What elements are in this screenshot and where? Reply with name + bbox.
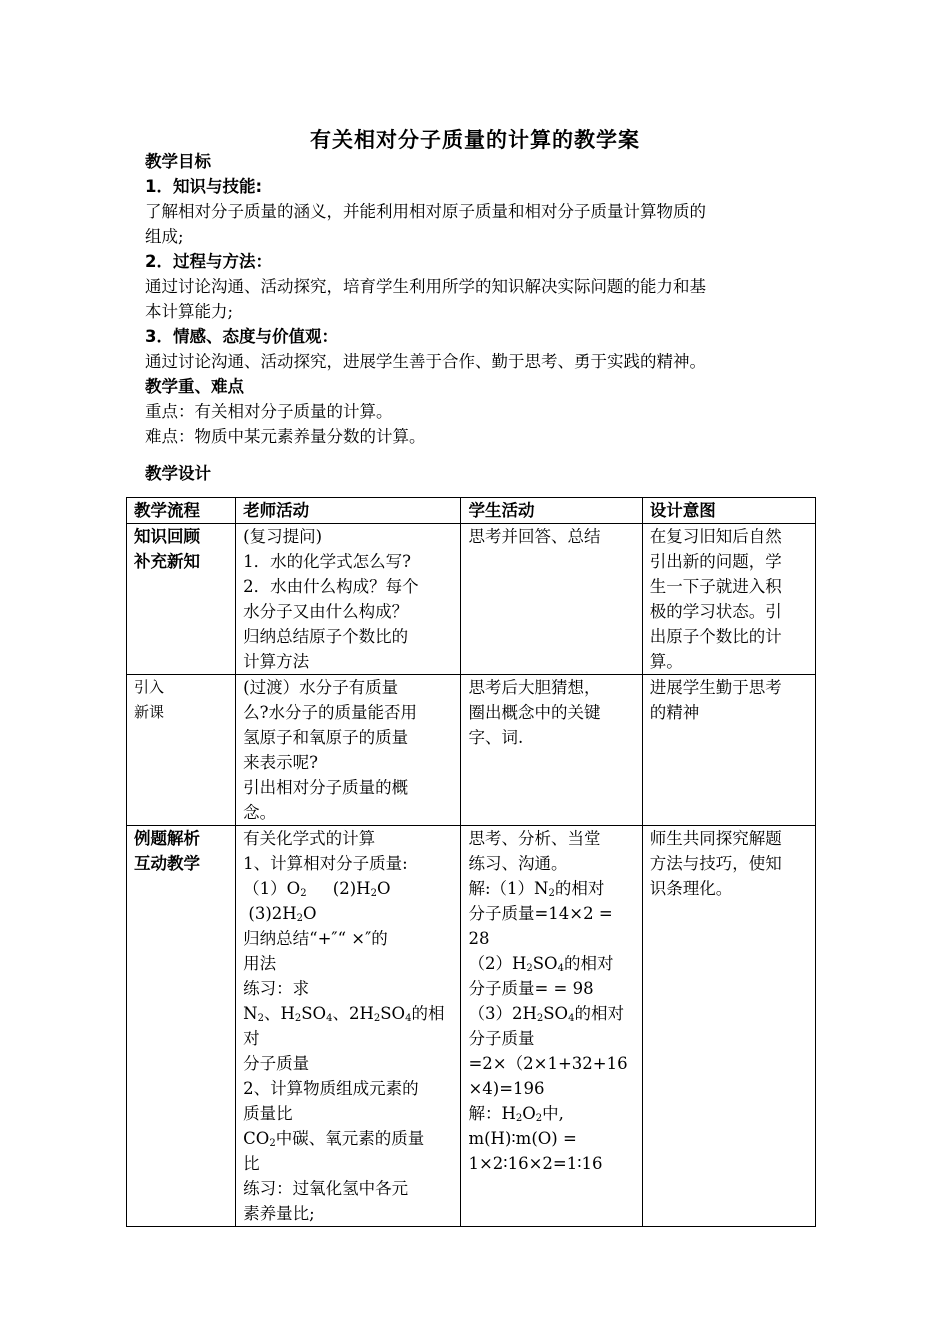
formula-text: SO	[532, 954, 558, 973]
objective-1-text-cont: 组成;	[145, 227, 184, 246]
row1-teacher-line: 归纳总结原子个数比的	[243, 627, 409, 646]
row1-intent-line: 引出新的问题，学	[649, 552, 782, 571]
row1-intent-line: 算。	[649, 652, 683, 671]
formula-text: 解：H	[468, 1104, 516, 1123]
row3-student-formula-line	[468, 876, 634, 901]
formula-text: O	[522, 1104, 536, 1123]
row1-intent-line: 生一下子就进入积	[649, 577, 782, 596]
row3-flow-line: 互动教学	[134, 854, 200, 873]
table-row	[127, 524, 816, 675]
formula-text: （1）O	[243, 879, 301, 898]
key-point: 重点：有关相对分子质量的计算。	[145, 402, 393, 421]
row3-student-formula-line	[468, 1001, 634, 1026]
formula-text: SO	[380, 1004, 406, 1023]
objective-3-heading: 3．情感、态度与价值观：	[145, 327, 338, 346]
row3-teacher-line: 比	[243, 1154, 260, 1173]
row3-teacher-formula-line	[243, 901, 453, 926]
row2-flow-line: 新课	[134, 703, 165, 721]
row3-teacher-line: 练习：求	[243, 979, 310, 998]
row2-teacher-line: 氢原子和氧原子的质量	[243, 728, 409, 747]
row3-student-line: ×4)=196	[468, 1079, 545, 1098]
row1-flow-cell	[127, 524, 236, 675]
formula-subscript: 4	[557, 963, 564, 974]
formula-text: 解:（1）N	[468, 879, 549, 898]
row2-flow-cell	[127, 675, 236, 826]
formula-subscript: 2	[536, 1013, 544, 1024]
row1-flow-line: 补充新知	[134, 552, 200, 571]
row1-teacher-line: 水分子又由什么构成？	[243, 602, 409, 621]
row3-teacher-formula-line	[243, 1126, 453, 1151]
row1-teacher-line: (复习提问)	[243, 527, 323, 546]
row3-flow-cell	[127, 826, 236, 1227]
formula-text: N	[243, 1004, 258, 1023]
row3-student-line: 练习、沟通。	[468, 854, 568, 873]
table-row	[127, 826, 816, 1227]
row2-intent-line: 进展学生勤于思考	[649, 678, 782, 697]
teaching-design-table	[126, 497, 816, 1227]
objective-2-text-cont: 本计算能力;	[145, 302, 234, 321]
formula-subscript: 2	[296, 913, 304, 924]
formula-subscript: 2	[269, 1138, 276, 1149]
row3-teacher-line: 2、计算物质组成元素的	[243, 1079, 419, 1098]
formula-text: 、2H	[332, 1004, 374, 1023]
row1-student-cell	[461, 524, 642, 675]
formula-subscript: 2	[526, 963, 533, 974]
row3-intent-cell	[642, 826, 815, 1227]
formula-text: 的相对	[574, 1004, 624, 1023]
table-header-row	[127, 498, 816, 524]
row3-teacher-formula-line	[243, 876, 453, 901]
row1-intent-line: 出原子个数比的计	[649, 627, 782, 646]
row3-teacher-line: 有关化学式的计算	[243, 829, 376, 848]
formula-text: SO	[543, 1004, 569, 1023]
row2-teacher-cell	[236, 675, 461, 826]
row3-student-line: 1×2∶16×2=1∶16	[468, 1154, 603, 1173]
row2-intent-cell	[642, 675, 815, 826]
header-student: 学生活动	[461, 498, 642, 524]
header-teacher: 老师活动	[236, 498, 461, 524]
row2-teacher-line: 么?水分子的质量能否用	[243, 703, 418, 722]
formula-text: SO	[301, 1004, 327, 1023]
formula-text: 中,	[542, 1104, 564, 1123]
objective-2-text: 通过讨论沟通、活动探究，培育学生利用所学的知识解决实际问题的能力和基	[145, 277, 706, 296]
row3-student-line: m(H)∶m(O) =	[468, 1129, 577, 1148]
formula-text: （3）2H	[468, 1004, 537, 1023]
row2-teacher-line: (过渡）水分子有质量	[243, 678, 399, 697]
formula-text: 、H	[263, 1004, 295, 1023]
row3-intent-line: 方法与技巧，使知	[649, 854, 782, 873]
row1-teacher-line: 1．水的化学式怎么写?	[243, 552, 412, 571]
formula-text: CO	[243, 1129, 270, 1148]
row2-intent-line: 的精神	[649, 703, 700, 722]
row1-teacher-line: 计算方法	[243, 652, 310, 671]
formula-subscript: 2	[535, 1113, 543, 1124]
row2-student-line: 圈出概念中的关键	[468, 703, 601, 722]
row3-student-cell	[461, 826, 642, 1227]
row3-teacher-line: 分子质量	[243, 1054, 310, 1073]
difficult-point: 难点：物质中某元素养量分数的计算。	[145, 427, 426, 446]
formula-text: 的相对	[554, 879, 605, 898]
formula-text: O	[303, 904, 317, 923]
row3-teacher-line: 质量比	[243, 1104, 293, 1123]
row3-teacher-formula-line	[243, 1001, 453, 1051]
row3-student-formula-line	[468, 951, 634, 976]
formula-subscript: 2	[515, 1113, 523, 1124]
row3-teacher-line: 1、计算相对分子质量:	[243, 854, 408, 873]
formula-text: O	[376, 879, 391, 898]
keypoints-heading: 教学重、难点	[145, 377, 244, 396]
objectives-heading: 教学目标	[145, 152, 211, 171]
design-heading: 教学设计	[145, 464, 211, 483]
row2-flow-line: 引入	[134, 678, 165, 696]
row2-student-cell	[461, 675, 642, 826]
formula-subscript: 2	[370, 888, 377, 899]
objective-2-heading: 2．过程与方法：	[145, 252, 272, 271]
formula-subscript: 2	[373, 1013, 381, 1024]
formula-text: 的相对	[563, 954, 614, 973]
row2-student-line: 思考后大胆猜想，	[468, 678, 601, 697]
row3-teacher-line: 素养量比;	[243, 1204, 315, 1223]
formula-text: （2）H	[468, 954, 527, 973]
row3-teacher-line: 练习：过氧化氢中各元	[243, 1179, 409, 1198]
formula-text: 的相对	[243, 1004, 445, 1048]
table-row	[127, 675, 816, 826]
row3-student-line: =2×（2×1+32+16	[468, 1054, 628, 1073]
row1-intent-line: 在复习旧知后自然	[649, 527, 782, 546]
formula-text: (2)H	[332, 879, 371, 898]
row3-intent-line: 师生共同探究解题	[649, 829, 782, 848]
row3-student-line: 分子质量	[468, 1029, 535, 1048]
row3-teacher-line: 用法	[243, 954, 277, 973]
row3-teacher-line: 归纳总结“+″“ ×″的	[243, 929, 388, 948]
formula-subscript: 2	[294, 1013, 302, 1024]
page-title: 有关相对分子质量的计算的教学案	[310, 128, 640, 152]
formula-subscript: 4	[568, 1013, 575, 1024]
formula-text: 中碳、氧元素的质量	[275, 1129, 425, 1148]
row3-teacher-cell	[236, 826, 461, 1227]
row3-flow-line: 例题解析	[134, 829, 200, 848]
row3-student-formula-line	[468, 1101, 634, 1126]
formula-text: (3)2H	[248, 904, 297, 923]
row1-student-line: 思考并回答、总结	[468, 527, 601, 546]
row3-student-line: 分子质量= = 98	[468, 979, 594, 998]
row3-intent-line: 识条理化。	[649, 879, 733, 898]
row2-teacher-line: 念。	[243, 803, 277, 822]
formula-subscript: 2	[548, 888, 555, 899]
objective-3-text: 通过讨论沟通、活动探究，进展学生善于合作、勤于思考、勇于实践的精神。	[145, 352, 706, 371]
row3-student-line: 分子质量=14×2 =	[468, 904, 613, 923]
row2-teacher-line: 来表示呢?	[243, 753, 319, 772]
row2-student-line: 字、词.	[468, 728, 524, 747]
row1-teacher-line: 2．水由什么构成？每个	[243, 577, 419, 596]
row1-flow-line: 知识回顾	[134, 527, 200, 546]
formula-subscript: 4	[326, 1013, 333, 1024]
row3-student-line: 28	[468, 929, 490, 948]
row1-intent-cell	[642, 524, 815, 675]
row2-teacher-line: 引出相对分子质量的概	[243, 778, 409, 797]
formula-subscript: 4	[405, 1013, 412, 1024]
objective-1-heading: 1．知识与技能:	[145, 177, 263, 196]
header-flow: 教学流程	[127, 498, 236, 524]
row1-teacher-cell	[236, 524, 461, 675]
objective-1-text: 了解相对分子质量的涵义，并能利用相对原子质量和相对分子质量计算物质的	[145, 202, 706, 221]
formula-subscript: 2	[257, 1013, 264, 1024]
formula-subscript: 2	[300, 888, 307, 899]
header-intent: 设计意图	[642, 498, 815, 524]
row1-intent-line: 极的学习状态。引	[649, 602, 782, 621]
row3-student-line: 思考、分析、当堂	[468, 829, 601, 848]
